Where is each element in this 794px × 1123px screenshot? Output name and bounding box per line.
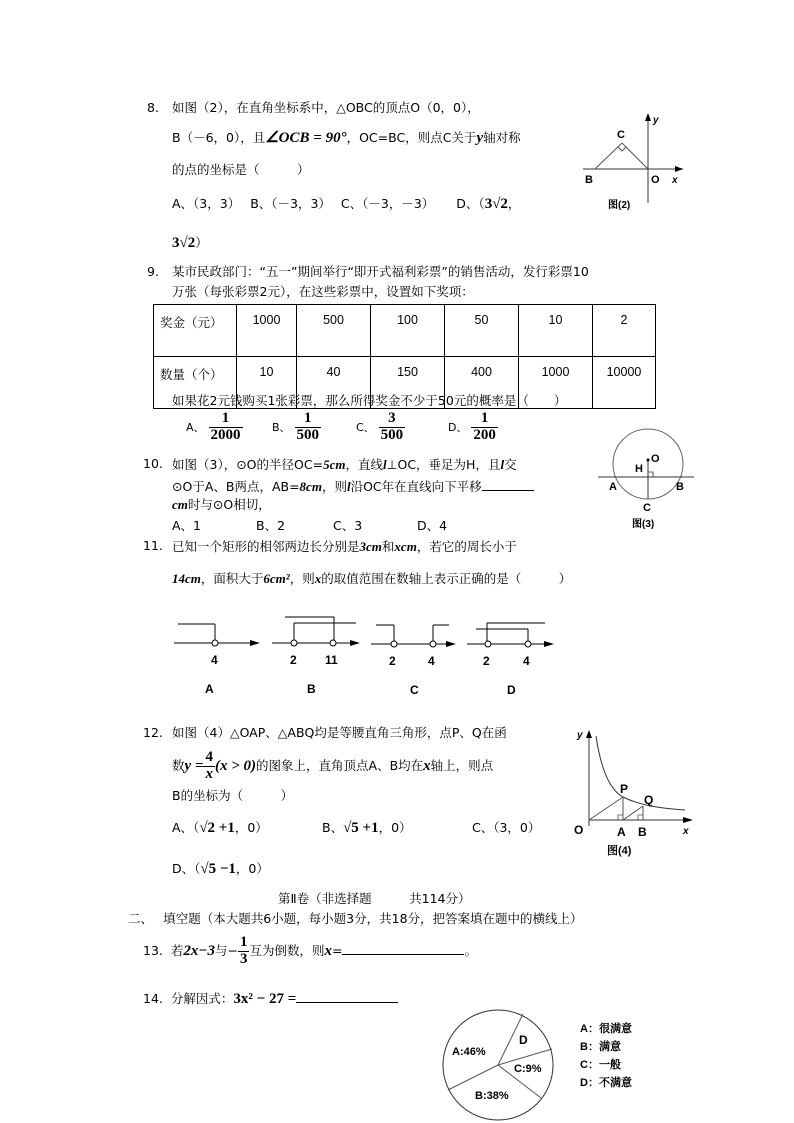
q10-ab-math: 8cm — [299, 479, 322, 494]
q12-domain-condition: (x > 0) — [214, 757, 257, 774]
q9-option-c — [356, 411, 444, 444]
fig2-label-b: B — [585, 174, 593, 186]
fig3-caption: 图(3) — [632, 519, 655, 530]
q12-option-b-math: √5 +1 — [343, 820, 379, 836]
q12-function-lhs: y = — [184, 757, 204, 774]
numline-c-tick: 2 — [389, 654, 396, 668]
q11-number-lines — [160, 610, 560, 700]
fig4-label-a: A — [617, 825, 626, 839]
q12-line2 — [172, 750, 493, 783]
q9-line1: 某市民政部门：“五一”期间举行“即开式福利彩票”的销售活动，发行彩票10 — [172, 264, 589, 279]
q13-number: 13. — [143, 942, 163, 958]
q12-option-b — [322, 821, 472, 836]
numline-c-label: C — [410, 683, 419, 697]
q8-line2-c: 轴对称 — [483, 130, 521, 145]
q9-number: 9. — [147, 264, 159, 279]
fig2-label-o: O — [651, 174, 660, 186]
table-cell: 10 — [237, 357, 297, 409]
numerator: 1 — [471, 411, 498, 428]
q10-options — [172, 520, 447, 533]
q12-function-fraction — [203, 750, 215, 783]
q12-line2-c: 轴上，则点 — [430, 757, 494, 773]
q11-line2-c: 的取值范围在数轴上表示正确的是（ ） — [321, 571, 572, 586]
q10-line2-b: ，则 — [321, 479, 347, 494]
q11-line1-b: 和 — [381, 539, 395, 554]
table-cell: 1000 — [519, 357, 593, 409]
part2-title: 第Ⅱ卷（非选择题 共114分） — [278, 891, 471, 906]
table-cell: 500 — [297, 305, 371, 357]
q13-text-b: 与− — [215, 942, 238, 958]
q11-number: 11. — [143, 538, 163, 553]
q14-expression: 3x² − 27 = — [233, 991, 297, 1007]
q12-option-a-prefix: A、（ — [172, 820, 200, 835]
q8-option-c: C、（－3，－3） — [340, 196, 435, 211]
q14-text: 分解因式： — [170, 991, 234, 1006]
q14-number: 14. — [143, 991, 163, 1006]
q8-option-d-val1: 3√2 — [484, 196, 508, 212]
table-cell: 40 — [297, 357, 371, 409]
q9-option-b — [272, 411, 352, 444]
q9-option-d-fraction — [471, 411, 498, 444]
numline-b-label: B — [307, 682, 316, 696]
denominator: x — [205, 765, 213, 782]
q12-line2-a: 数 — [172, 757, 185, 773]
q11-area-math: 6cm² — [263, 571, 290, 586]
q12-options-row1 — [172, 821, 540, 836]
q10-radius-math: 5cm — [323, 457, 346, 472]
numline-d-tick: 2 — [483, 654, 490, 668]
q11-line2 — [172, 572, 571, 586]
prize-row-amount — [154, 305, 656, 357]
q8-option-b: B、（－3，3） — [250, 196, 331, 211]
q13-answer-blank[interactable] — [342, 942, 464, 955]
q8-line3: 的点的坐标是（ ） — [172, 162, 310, 177]
q9-option-a-fraction — [209, 411, 243, 444]
q13-text-c: 互为倒数，则 — [249, 942, 325, 958]
q11-x-var: x — [314, 571, 322, 586]
q11-line1-c: ，若它的周长小于 — [416, 539, 517, 554]
table-cell: 2 — [593, 305, 656, 357]
q10-option-a: A、1 — [172, 518, 202, 533]
q8-option-d-suffix: ） — [195, 235, 208, 250]
q10-line3-a: 时与⊙O相切， — [187, 497, 271, 512]
q12-line3: B的坐标为（ ） — [172, 788, 294, 803]
q8-option-a: A、（3，3） — [172, 196, 241, 211]
q14-answer-blank[interactable] — [296, 990, 398, 1003]
numerator: 1 — [295, 411, 322, 428]
q12-line2-b: 的图象上，直角顶点A、B均在 — [256, 757, 424, 773]
q8-line2 — [172, 131, 521, 146]
q10-number: 10. — [143, 456, 163, 471]
q9-option-d — [448, 411, 498, 444]
table-header-cell: 数量（个） — [154, 357, 237, 409]
pie-slice-d-label: D — [519, 1033, 528, 1047]
q11-side-a-math: 3cm — [359, 539, 382, 554]
q10-answer-blank[interactable] — [482, 478, 534, 491]
fig3-label-c: C — [643, 502, 651, 514]
q9-option-c-fraction — [379, 411, 406, 444]
q8-options — [172, 197, 520, 212]
numline-b-tick: 2 — [290, 653, 297, 667]
q10-cm-unit: cm — [172, 497, 188, 512]
q12-line1: 如图（4）△OAP、△ABQ均是等腰直角三角形，点P、Q在函 — [172, 725, 507, 740]
q10-line2 — [172, 478, 534, 494]
pie-slice-b-label: B:38% — [475, 1090, 509, 1102]
numerator: 1 — [239, 934, 248, 950]
pie-slice-c-label: C:9% — [514, 1063, 542, 1075]
q13-text-a: 若 — [170, 942, 184, 958]
table-cell: 100 — [371, 305, 445, 357]
fig2-label-y: y — [653, 115, 659, 126]
q10-line2-c: 沿OC年在直线向下平移 — [350, 479, 482, 494]
fig4-label-q: Q — [644, 793, 654, 807]
q9-line2: 万张（每张彩票2元），在这些彩票中，设置如下奖项： — [172, 284, 474, 299]
table-cell: 10000 — [593, 357, 656, 409]
figure-4-diagram — [565, 720, 705, 870]
q8-line2-b: ，OC=BC，则点C关于 — [346, 130, 477, 145]
denominator: 500 — [296, 426, 320, 443]
q11-line1 — [172, 540, 517, 554]
denominator: 3 — [239, 950, 248, 967]
q8-line2-a: B（－6，0），且 — [172, 130, 266, 145]
numline-b-tick: 11 — [325, 653, 338, 667]
numerator: 1 — [209, 411, 243, 428]
numerator: 4 — [205, 749, 213, 765]
fig4-label-x: x — [683, 826, 689, 837]
fig3-label-o: O — [651, 453, 660, 465]
fig3-label-b: B — [676, 481, 684, 493]
q8-angle-math: ∠OCB = 90° — [265, 130, 347, 146]
table-cell: 150 — [371, 357, 445, 409]
fig3-label-h: H — [635, 463, 643, 475]
q12-x-var: x — [423, 757, 431, 774]
q9-option-d-label: D、 — [447, 420, 468, 434]
numline-c-tick: 4 — [428, 654, 435, 668]
q9-option-b-label: B、 — [271, 420, 291, 434]
figure-3-diagram — [590, 420, 700, 535]
q12-option-b-prefix: B、 — [322, 820, 344, 835]
q11-line2-b: ，则 — [289, 571, 315, 586]
q10-line1-c: ⊥OC，垂足为H，且 — [386, 457, 501, 472]
q11-perimeter-math: 14cm — [172, 571, 201, 586]
q8-option-d-prefix: D、（ — [456, 196, 485, 211]
q12-number: 12. — [143, 725, 163, 740]
denominator: 500 — [380, 426, 404, 443]
pie-legend-item: A：很满意 — [580, 1023, 632, 1035]
q12-options-row2 — [172, 862, 269, 877]
denominator: 200 — [473, 426, 496, 443]
fig2-caption: 图(2) — [608, 200, 631, 211]
q10-option-b: B、2 — [256, 518, 286, 533]
q10-line1-d: 交 — [504, 457, 517, 472]
q13-end: 。 — [464, 942, 477, 958]
satisfaction-pie-chart — [430, 1005, 680, 1123]
q8-number: 8. — [147, 100, 159, 115]
fig4-label-p: P — [620, 782, 629, 796]
pie-legend-item: D：不满意 — [580, 1077, 632, 1089]
q9-question: 如果花2元钱购买1张彩票，那么所得奖金不少于50元的概率是（ ） — [172, 393, 567, 408]
pie-slice-a-label: A:46% — [452, 1046, 486, 1058]
denominator: 2000 — [210, 426, 241, 443]
q8-option-d-val2: 3√2 — [172, 235, 196, 251]
q11-line1-a: 已知一个矩形的相邻两边长分别是 — [172, 539, 360, 554]
q8-option-d-sep: ， — [507, 196, 521, 211]
figure-2-diagram — [575, 105, 695, 215]
numerator: 3 — [379, 411, 406, 428]
q9-option-a-label: A、 — [186, 420, 205, 434]
q10-line2-a: ⊙O于A、B两点，AB= — [172, 479, 300, 494]
q13-expression: 2x−3 — [183, 942, 215, 959]
q12-option-b-suffix: ，0） — [378, 820, 412, 835]
fig4-label-o: O — [574, 823, 584, 837]
q8-line1: 如图（2），在直角坐标系中，△OBC的顶点O（0，0）， — [172, 100, 480, 115]
numline-d-label: D — [507, 683, 516, 697]
q9-options — [186, 411, 498, 444]
fig2-label-x: x — [672, 175, 678, 186]
q8-option-d-cont — [172, 236, 208, 251]
q13-x-var: x — [324, 942, 332, 959]
q12-option-d-math: √5 −1 — [200, 861, 236, 877]
numline-a-tick: 4 — [211, 653, 218, 667]
table-cell: 1000 — [237, 305, 297, 357]
q11-line2-a: ，面积大于 — [200, 571, 264, 586]
table-cell: 10 — [519, 305, 593, 357]
q14 — [143, 990, 398, 1007]
section-heading: 二、 填空题（本大题共6小题，每小题3分，共18分，把答案填在题中的横线上） — [128, 911, 583, 926]
q12-option-a-suffix: ，0） — [234, 820, 268, 835]
q13 — [143, 935, 477, 968]
fig2-label-c: C — [617, 129, 625, 141]
q9-option-c-label: C、 — [355, 420, 375, 434]
q10-option-d: D、4 — [417, 518, 448, 533]
q10-line1-b: ，直线 — [345, 457, 383, 472]
q13-fraction — [238, 935, 250, 968]
pie-legend-item: C：一般 — [580, 1059, 621, 1071]
q11-side-x-math: xcm — [394, 539, 417, 554]
q13-text-d: = — [332, 942, 343, 958]
q12-option-a — [172, 821, 322, 836]
q10-line3 — [172, 498, 271, 512]
q10-l-var: l — [346, 479, 351, 494]
numline-a-label: A — [205, 682, 214, 696]
q12-option-c: C、（3，0） — [472, 820, 541, 835]
q10-line1-a: 如图（3），⊙O的半径OC= — [172, 457, 324, 472]
q9-option-b-fraction — [295, 411, 322, 444]
q10-option-c: C、3 — [333, 518, 363, 533]
fig4-label-b: B — [638, 825, 647, 839]
fig3-label-a: A — [609, 481, 617, 493]
q12-option-a-math: √2 +1 — [199, 820, 235, 836]
table-cell: 50 — [445, 305, 519, 357]
q8-y-var: y — [476, 130, 484, 146]
numline-d-tick: 4 — [523, 654, 530, 668]
q10-l-var: l — [382, 457, 387, 472]
table-cell: 400 — [445, 357, 519, 409]
fig4-caption: 图(4) — [607, 845, 632, 857]
q12-option-d-suffix: ，0） — [235, 861, 269, 876]
q12-option-d-prefix: D、（ — [172, 861, 201, 876]
q10-l-var: l — [500, 457, 505, 472]
fig4-label-y: y — [577, 730, 583, 741]
q9-option-a — [186, 411, 268, 444]
pie-legend-item: B：满意 — [580, 1041, 621, 1053]
q10-line1 — [172, 458, 517, 472]
table-header-cell: 奖金（元） — [154, 305, 237, 357]
